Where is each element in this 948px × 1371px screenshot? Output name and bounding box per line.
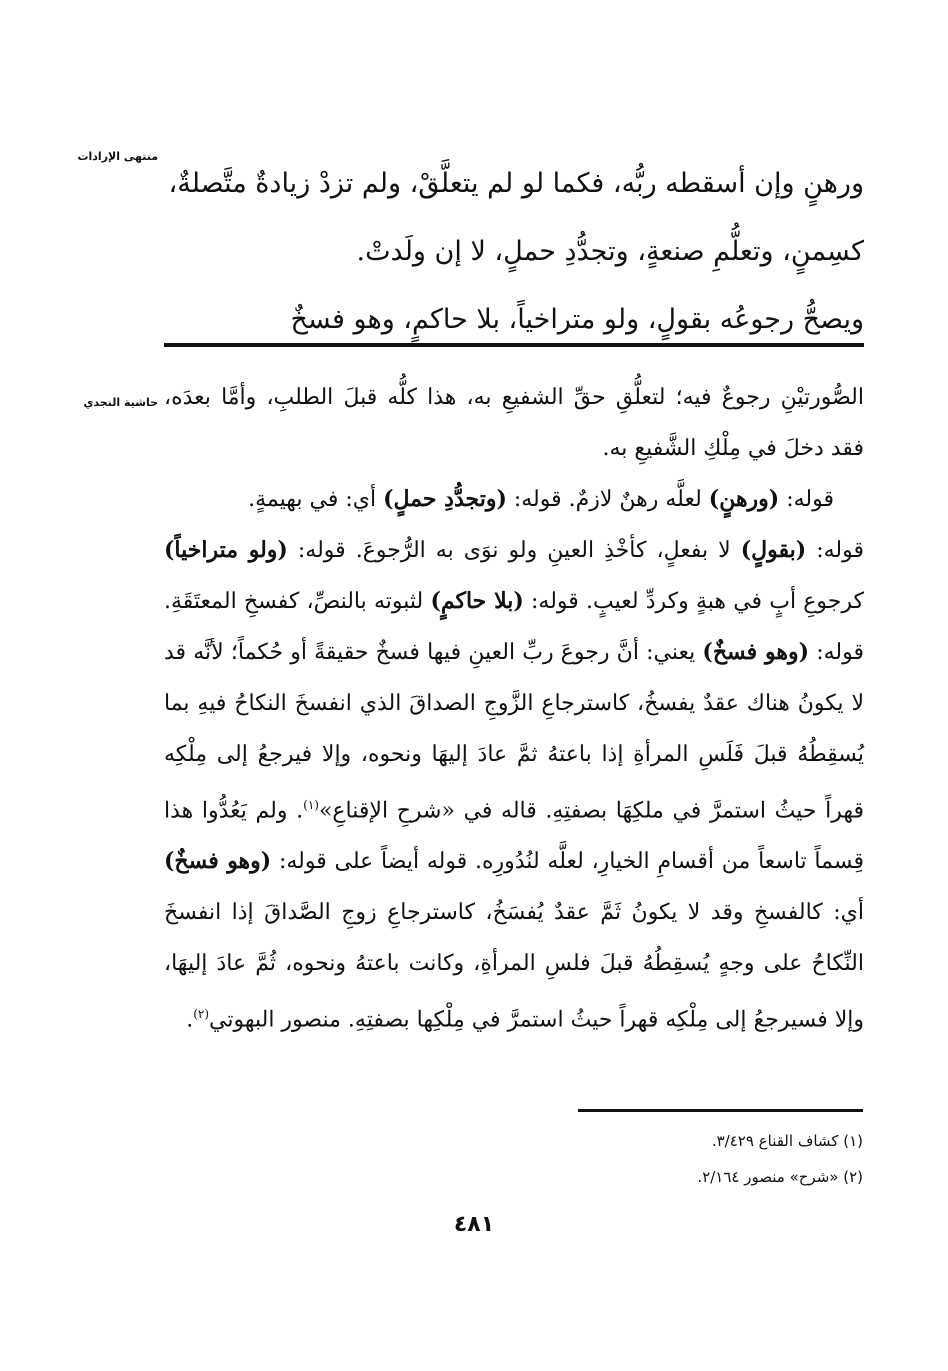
commentary-paragraph: قوله: (ورهنٍ) لعلَّه رهنٌ لازمٌ. قوله: (وتجدُّدِ حملٍ) أي: في بهيمةٍ.	[248, 486, 834, 512]
footnote-rule	[578, 1109, 863, 1112]
side-label-main-text: منتهى الإرادات	[77, 150, 158, 163]
main-text-line: كسِمنٍ، وتعلُّمِ صنعةٍ، وتجدُّدِ حملٍ، لا إن ولَدتْ.	[356, 236, 864, 267]
page-number: ٤٨١	[453, 1212, 495, 1237]
footnote-ref: (٢)	[193, 1007, 210, 1022]
footnote-2: (٢) «شرح» منصور ٢/١٦٤.	[697, 1168, 863, 1186]
commentary-paragraph: الصُّورتيْنِ رجوعٌ فيه؛ لتعلُّقِ حقِّ الشفيعِ به، هذا كلُّه قبلَ الطلبِ، وأمَّا بعدَه، فقد دخلَ في مِلْكِ الشَّفيعِ به.	[164, 385, 864, 461]
main-text	[164, 150, 864, 354]
footnotes	[578, 1123, 863, 1195]
commentary-paragraph: قوله: (بقولٍ) لا بفعلٍ، كأخْذِ العينِ ولو نوَى به الرُّجوعَ. قوله: (ولو متراخياً) كرجوعِ أبٍ في هبةٍ وكردِّ لعيبٍ. قوله: (بلا حاكمٍ) لثبوته بالنصِّ، كفسخِ المعتَقَةِ. قوله: (وهو فسخٌ) يعني: أنَّ رجوعَ ربِّ العينِ فيها فسخٌ حقيقةً أو حُكماً؛ لأنَّه قد لا يكونُ هناك عقدٌ يفسخُ، كاسترجاعِ الزَّوجِ الصداقَ الذي انفسخَ النكاحُ فيهِ بما يُسقِطُهُ قبلَ فَلَسِ المرأةِ إذا باعتهُ ثمَّ عادَ إليهَا ونحوه، وإلا فيرجعُ إلى مِلْكِه قهراً حيثُ استمرَّ في ملكِهَا بصفتِهِ. قاله في «شرحِ الإقناعِ»$^{(١)}$. ولم يَعُدُّوا هذا قِسماً تاسعاً من أقسامِ الخيارِ، لعلَّه لنُدُورِه. قوله أيضاً على قوله: (وهو فسخٌ) أي: كالفسخِ وقد لا يكونُ ثَمَّ عقدٌ يُفسَخُ، كاسترجاعِ زوجِ الصَّداقَ إذا انفسخَ النِّكاحُ على وجهٍ يُسقِطُهُ قبلَ فلسِ المرأةِ، وكانت باعتهُ ونحوه، ثُمَّ عادَ إليهَا، وإلا فسيرجعُ إلى مِلْكِه قهراً حيثُ استمرَّ في مِلْكِها بصفتِهِ. منصور البهوتي$^{(٢)}$.	[164, 537, 864, 1033]
footnote-ref: (١)	[303, 798, 319, 812]
footnote-1: (١) كشاف القناع ٣/٤٢٩.	[711, 1132, 863, 1150]
quoted-term: (بلا حاكمٍ)	[430, 588, 524, 614]
side-label-commentary: حاشية النجدي	[83, 396, 158, 409]
quoted-term: (وهو فسخٌ)	[702, 639, 810, 665]
main-text-line: ويصحُّ رجوعُه بقولٍ، ولو متراخياً، بلا حاكمٍ، وهو فسخٌ	[290, 304, 864, 335]
quoted-term: (ولو متراخياً)	[164, 537, 288, 563]
quoted-term: (وتجدُّدِ حملٍ)	[383, 486, 507, 512]
quoted-term: (بقولٍ)	[740, 537, 807, 563]
commentary-text	[164, 372, 864, 1046]
quoted-term: (ورهنٍ)	[708, 486, 780, 512]
quoted-term: (وهو فسخٌ)	[164, 848, 272, 875]
separator-rule	[164, 343, 864, 347]
main-text-line: ورهنٍ وإن أسقطه ربُّه، فكما لو لم يتعلَّقْ، ولم تزدْ زيادةٌ متَّصلةٌ،	[168, 168, 864, 199]
